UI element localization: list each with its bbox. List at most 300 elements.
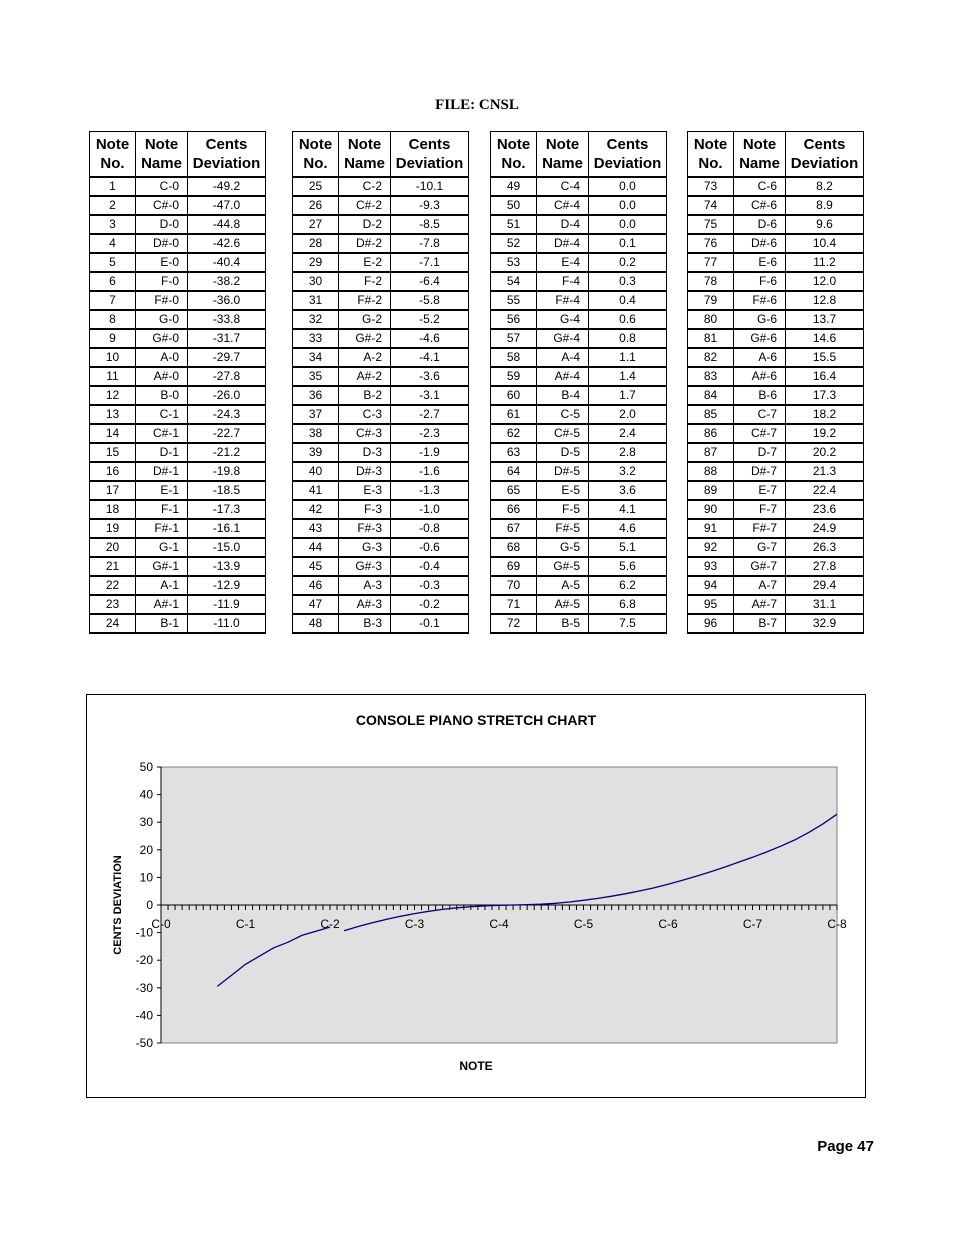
note-name-cell: B-3 [339,614,391,633]
table-row [688,367,864,386]
note-number-cell: 93 [688,557,734,576]
note-number-cell: 67 [491,519,537,538]
table-header-row [491,132,667,178]
note-name-cell: E-2 [339,253,391,272]
note-name-cell: F-7 [734,500,786,519]
cents-deviation-cell: 4.1 [589,500,667,519]
note-name-cell: G#-7 [734,557,786,576]
note-number-cell: 19 [90,519,136,538]
note-name-cell: C-7 [734,405,786,424]
y-tick-label: 0 [146,898,153,912]
column-header-text: Deviation [192,155,261,172]
cents-deviation-cell: 19.2 [786,424,864,443]
note-number-cell: 34 [293,348,339,367]
note-name-cell: A-2 [339,348,391,367]
column-header [90,132,136,178]
column-header-text: Deviation [593,155,662,172]
table-row [90,557,266,576]
note-number-cell: 8 [90,310,136,329]
column-header-text: Cents [803,136,846,153]
table-row [688,329,864,348]
cents-deviation-cell: 20.2 [786,443,864,462]
column-header-text: Note [347,136,382,153]
cents-deviation-cell: 27.8 [786,557,864,576]
cents-deviation-cell: -44.8 [188,215,266,234]
note-number-cell: 3 [90,215,136,234]
note-name-cell: F-1 [136,500,188,519]
table-row [491,500,667,519]
note-name-cell: A-6 [734,348,786,367]
table-row [90,443,266,462]
table-row [90,500,266,519]
column-header-text: Note [693,136,728,153]
note-number-cell: 57 [491,329,537,348]
note-name-cell: C-6 [734,177,786,196]
note-name-cell: C-4 [537,177,589,196]
table-row [293,386,469,405]
note-name-cell: F#-6 [734,291,786,310]
table-row [491,234,667,253]
note-name-cell: F-4 [537,272,589,291]
cents-deviation-cell: -0.2 [391,595,469,614]
column-header-text: Note [496,136,531,153]
cents-deviation-cell: -0.6 [391,538,469,557]
note-number-cell: 62 [491,424,537,443]
cents-deviation-cell: -40.4 [188,253,266,272]
deviation-table-4 [687,131,864,634]
note-number-cell: 43 [293,519,339,538]
note-name-cell: C#-4 [537,196,589,215]
table-header-row [293,132,469,178]
table-row [293,557,469,576]
note-number-cell: 55 [491,291,537,310]
note-number-cell: 50 [491,196,537,215]
note-number-cell: 14 [90,424,136,443]
note-name-cell: G-2 [339,310,391,329]
table-row [688,519,864,538]
table-row [90,519,266,538]
note-name-cell: C#-3 [339,424,391,443]
note-name-cell: A-5 [537,576,589,595]
note-number-cell: 89 [688,481,734,500]
stretch-chart-svg [87,695,865,1097]
cents-deviation-cell: 31.1 [786,595,864,614]
table-row [688,234,864,253]
note-name-cell: E-6 [734,253,786,272]
column-header [786,132,864,178]
cents-deviation-cell: -26.0 [188,386,266,405]
table-row [688,272,864,291]
cents-deviation-cell: 14.6 [786,329,864,348]
note-name-cell: A-3 [339,576,391,595]
cents-deviation-cell: 1.4 [589,367,667,386]
cents-deviation-cell: 0.2 [589,253,667,272]
column-header-text: Name [141,155,182,172]
note-name-cell: A#-7 [734,595,786,614]
note-number-cell: 72 [491,614,537,633]
note-number-cell: 31 [293,291,339,310]
note-name-cell: C-5 [537,405,589,424]
table-row [90,595,266,614]
table-row [293,443,469,462]
table-row [293,481,469,500]
y-axis-title: CENTS DEVIATION [112,855,124,955]
cents-deviation-cell: 22.4 [786,481,864,500]
table-row [293,177,469,196]
note-number-cell: 52 [491,234,537,253]
note-number-cell: 29 [293,253,339,272]
column-header-text: Note [545,136,580,153]
table-row [90,329,266,348]
column-header [188,132,266,178]
note-number-cell: 63 [491,443,537,462]
table-row [293,196,469,215]
note-number-cell: 53 [491,253,537,272]
table-row [293,424,469,443]
cents-deviation-cell: -0.1 [391,614,469,633]
table-row [293,272,469,291]
cents-deviation-cell: 0.6 [589,310,667,329]
note-number-cell: 78 [688,272,734,291]
table-row [293,500,469,519]
table-row [491,519,667,538]
cents-deviation-cell: 10.4 [786,234,864,253]
table-row [688,196,864,215]
note-name-cell: C-0 [136,177,188,196]
cents-deviation-cell: -2.7 [391,405,469,424]
cents-deviation-cell: 12.8 [786,291,864,310]
note-name-cell: F#-5 [537,519,589,538]
note-number-cell: 10 [90,348,136,367]
cents-deviation-cell: 5.1 [589,538,667,557]
note-number-cell: 85 [688,405,734,424]
note-number-cell: 95 [688,595,734,614]
cents-deviation-cell: 21.3 [786,462,864,481]
note-name-cell: D#-3 [339,462,391,481]
table-row [90,386,266,405]
note-number-cell: 28 [293,234,339,253]
note-number-cell: 47 [293,595,339,614]
table-row [688,481,864,500]
cents-deviation-cell: 7.5 [589,614,667,633]
column-header-text: Name [542,155,583,172]
y-tick-label: -30 [135,980,153,995]
cents-deviation-cell: -1.3 [391,481,469,500]
table-row [688,443,864,462]
y-tick-label: 30 [139,815,153,830]
table-row [491,481,667,500]
cents-deviation-cell: 13.7 [786,310,864,329]
column-header [589,132,667,178]
table-row [90,576,266,595]
note-name-cell: A#-5 [537,595,589,614]
note-number-cell: 46 [293,576,339,595]
note-name-cell: B-2 [339,386,391,405]
table-row [688,424,864,443]
table-row [688,462,864,481]
note-name-cell: F-3 [339,500,391,519]
note-number-cell: 21 [90,557,136,576]
table-row [90,196,266,215]
cents-deviation-cell: 9.6 [786,215,864,234]
cents-deviation-cell: -11.0 [188,614,266,633]
note-number-cell: 23 [90,595,136,614]
cents-deviation-cell: -0.8 [391,519,469,538]
note-number-cell: 54 [491,272,537,291]
cents-deviation-cell: 8.2 [786,177,864,196]
table-row [491,595,667,614]
note-name-cell: G-5 [537,538,589,557]
note-name-cell: F-0 [136,272,188,291]
x-tick-label: C-0 [151,917,171,931]
column-header-text: No. [698,155,723,172]
table-row [90,538,266,557]
table-row [491,348,667,367]
y-tick-label: 20 [139,842,153,857]
note-name-cell: D-2 [339,215,391,234]
note-name-cell: G-6 [734,310,786,329]
y-tick-label: -20 [135,953,153,968]
cents-deviation-cell: 3.2 [589,462,667,481]
cents-deviation-cell: -36.0 [188,291,266,310]
note-number-cell: 27 [293,215,339,234]
note-name-cell: A-7 [734,576,786,595]
table-row [491,367,667,386]
note-number-cell: 42 [293,500,339,519]
note-number-cell: 94 [688,576,734,595]
cents-deviation-cell: 6.8 [589,595,667,614]
cents-deviation-cell: 0.1 [589,234,667,253]
note-name-cell: G#-4 [537,329,589,348]
note-name-cell: C#-5 [537,424,589,443]
table-row [491,443,667,462]
note-number-cell: 41 [293,481,339,500]
note-name-cell: D-6 [734,215,786,234]
note-number-cell: 71 [491,595,537,614]
note-name-cell: B-0 [136,386,188,405]
note-number-cell: 35 [293,367,339,386]
cents-deviation-cell: -18.5 [188,481,266,500]
note-name-cell: F#-2 [339,291,391,310]
x-tick-label: C-7 [742,917,763,931]
note-number-cell: 69 [491,557,537,576]
x-axis-title: NOTE [459,1059,493,1073]
note-number-cell: 26 [293,196,339,215]
note-name-cell: D#-0 [136,234,188,253]
cents-deviation-cell: 2.4 [589,424,667,443]
note-number-cell: 58 [491,348,537,367]
stretch-chart [86,694,866,1098]
cents-deviation-cell: -2.3 [391,424,469,443]
table-row [688,405,864,424]
x-tick-label: C-3 [404,917,425,931]
cents-deviation-cell: -7.8 [391,234,469,253]
note-number-cell: 5 [90,253,136,272]
column-header-text: Note [298,136,333,153]
cents-deviation-cell: -9.3 [391,196,469,215]
table-row [688,310,864,329]
note-name-cell: A#-2 [339,367,391,386]
note-name-cell: A#-0 [136,367,188,386]
note-number-cell: 7 [90,291,136,310]
cents-deviation-cell: 1.7 [589,386,667,405]
note-name-cell: D-3 [339,443,391,462]
note-name-cell: D#-1 [136,462,188,481]
table-row [688,576,864,595]
cents-deviation-cell: -4.6 [391,329,469,348]
cents-deviation-cell: 11.2 [786,253,864,272]
note-number-cell: 25 [293,177,339,196]
column-header [339,132,391,178]
cents-deviation-cell: -47.0 [188,196,266,215]
column-header-text: Note [95,136,130,153]
table-row [90,215,266,234]
table-row [293,253,469,272]
note-number-cell: 81 [688,329,734,348]
note-number-cell: 76 [688,234,734,253]
note-name-cell: G-1 [136,538,188,557]
table-row [491,424,667,443]
note-number-cell: 84 [688,386,734,405]
table-row [491,386,667,405]
table-row [293,576,469,595]
note-name-cell: G#-1 [136,557,188,576]
note-name-cell: G-0 [136,310,188,329]
note-number-cell: 38 [293,424,339,443]
cents-deviation-cell: -7.1 [391,253,469,272]
note-name-cell: C#-0 [136,196,188,215]
deviation-table-3 [490,131,667,634]
note-name-cell: G-3 [339,538,391,557]
x-tick-label: C-8 [827,917,847,931]
table-row [90,424,266,443]
table-row [491,576,667,595]
note-number-cell: 6 [90,272,136,291]
note-name-cell: A#-1 [136,595,188,614]
column-header [688,132,734,178]
note-name-cell: F#-1 [136,519,188,538]
note-name-cell: G#-5 [537,557,589,576]
table-row [90,272,266,291]
note-name-cell: D#-7 [734,462,786,481]
cents-deviation-cell: 2.8 [589,443,667,462]
cents-deviation-cell: -1.9 [391,443,469,462]
table-row [90,481,266,500]
note-name-cell: D#-2 [339,234,391,253]
cents-deviation-cell: 4.6 [589,519,667,538]
cents-deviation-cell: -6.4 [391,272,469,291]
cents-deviation-cell: 16.4 [786,367,864,386]
note-name-cell: A-4 [537,348,589,367]
note-number-cell: 12 [90,386,136,405]
column-header-text: Cents [408,136,451,153]
note-number-cell: 30 [293,272,339,291]
table-row [491,462,667,481]
table-row [688,253,864,272]
table-row [491,405,667,424]
note-name-cell: E-5 [537,481,589,500]
note-number-cell: 32 [293,310,339,329]
note-name-cell: C-2 [339,177,391,196]
cents-deviation-cell: 3.6 [589,481,667,500]
cents-deviation-cell: -21.2 [188,443,266,462]
note-number-cell: 87 [688,443,734,462]
column-header [293,132,339,178]
table-row [491,272,667,291]
table-row [491,215,667,234]
note-name-cell: E-3 [339,481,391,500]
cents-deviation-cell: 2.0 [589,405,667,424]
column-header [537,132,589,178]
note-number-cell: 17 [90,481,136,500]
cents-deviation-cell: -27.8 [188,367,266,386]
cents-deviation-cell: -0.3 [391,576,469,595]
table-row [293,348,469,367]
column-header-text: Deviation [790,155,859,172]
note-number-cell: 4 [90,234,136,253]
note-name-cell: B-7 [734,614,786,633]
cents-deviation-cell: 0.8 [589,329,667,348]
note-number-cell: 44 [293,538,339,557]
note-number-cell: 48 [293,614,339,633]
table-row [491,310,667,329]
note-name-cell: A#-4 [537,367,589,386]
note-number-cell: 56 [491,310,537,329]
table-row [688,291,864,310]
page-number: Page 47 [817,1138,874,1155]
note-number-cell: 73 [688,177,734,196]
note-number-cell: 51 [491,215,537,234]
cents-deviation-cell: -1.6 [391,462,469,481]
x-tick-label: C-5 [573,917,594,931]
cents-deviation-cell: -4.1 [391,348,469,367]
cents-deviation-cell: -5.2 [391,310,469,329]
table-row [90,405,266,424]
column-header-text: Name [344,155,385,172]
note-number-cell: 22 [90,576,136,595]
cents-deviation-cell: -12.9 [188,576,266,595]
note-number-cell: 79 [688,291,734,310]
note-number-cell: 16 [90,462,136,481]
table-row [90,614,266,633]
x-tick-label: C-6 [658,917,678,931]
note-name-cell: D-5 [537,443,589,462]
cents-deviation-cell: 26.3 [786,538,864,557]
note-name-cell: G#-3 [339,557,391,576]
note-number-cell: 59 [491,367,537,386]
table-row [491,538,667,557]
note-number-cell: 61 [491,405,537,424]
note-number-cell: 96 [688,614,734,633]
table-row [90,462,266,481]
table-row [293,595,469,614]
table-header-row [688,132,864,178]
note-number-cell: 86 [688,424,734,443]
table-row [688,386,864,405]
table-row [90,291,266,310]
note-number-cell: 18 [90,500,136,519]
table-row [293,614,469,633]
cents-deviation-cell: -17.3 [188,500,266,519]
cents-deviation-cell: -13.9 [188,557,266,576]
cents-deviation-cell: -22.7 [188,424,266,443]
y-tick-label: 40 [139,787,153,802]
note-name-cell: C#-1 [136,424,188,443]
note-name-cell: E-1 [136,481,188,500]
note-number-cell: 83 [688,367,734,386]
column-header-text: No. [303,155,328,172]
cents-deviation-cell: -11.9 [188,595,266,614]
